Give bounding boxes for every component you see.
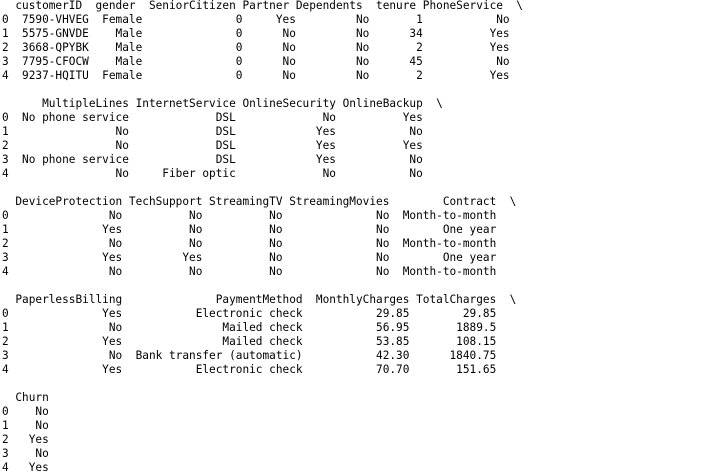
blank-line bbox=[2, 377, 530, 391]
output-line: MultipleLines InternetService OnlineSecurity OnlineBackup \ bbox=[2, 97, 443, 110]
output-line: 0 No phone service DSL No Yes bbox=[2, 111, 443, 124]
output-line: 4 No No No No Month-to-month bbox=[2, 265, 517, 278]
output-line: 1 5575-GNVDE Male 0 No No 34 Yes bbox=[2, 27, 530, 40]
output-line: DeviceProtection TechSupport StreamingTV StreamingMovies Contract \ bbox=[2, 195, 517, 208]
output-line: 1 No bbox=[2, 419, 49, 432]
output-line: 2 3668-QPYBK Male 0 No No 2 Yes bbox=[2, 41, 530, 54]
blank-line bbox=[2, 83, 530, 97]
output-line: 2 Yes bbox=[2, 433, 49, 446]
output-line: PaperlessBilling PaymentMethod MonthlyCharges TotalCharges \ bbox=[2, 293, 517, 306]
output-line: 2 No No No No Month-to-month bbox=[2, 237, 517, 250]
output-line: 1 No DSL Yes No bbox=[2, 125, 443, 138]
output-line: 4 Yes bbox=[2, 461, 49, 474]
output-line: customerID gender SeniorCitizen Partner Dependents tenure PhoneService \ bbox=[2, 0, 523, 12]
output-line: Churn bbox=[2, 391, 49, 404]
dataframe-output bbox=[2, 0, 530, 475]
output-line: 3 No phone service DSL Yes No bbox=[2, 153, 443, 166]
output-line: 3 No bbox=[2, 447, 49, 460]
output-line: 3 7795-CFOCW Male 0 No No 45 No bbox=[2, 55, 530, 68]
blank-line bbox=[2, 279, 530, 293]
output-line: 2 Yes Mailed check 53.85 108.15 bbox=[2, 335, 517, 348]
output-line: 1 Yes No No No One year bbox=[2, 223, 517, 236]
output-line: 4 9237-HQITU Female 0 No No 2 Yes bbox=[2, 69, 530, 82]
output-line: 1 No Mailed check 56.95 1889.5 bbox=[2, 321, 517, 334]
output-line: 2 No DSL Yes Yes bbox=[2, 139, 443, 152]
output-line: 4 Yes Electronic check 70.70 151.65 bbox=[2, 363, 517, 376]
output-line: 0 No bbox=[2, 405, 49, 418]
output-line: 3 Yes Yes No No One year bbox=[2, 251, 517, 264]
output-line: 0 Yes Electronic check 29.85 29.85 bbox=[2, 307, 517, 320]
blank-line bbox=[2, 181, 530, 195]
output-line: 4 No Fiber optic No No bbox=[2, 167, 443, 180]
output-line: 0 7590-VHVEG Female 0 Yes No 1 No bbox=[2, 13, 530, 26]
output-line: 0 No No No No Month-to-month bbox=[2, 209, 517, 222]
output-line: 3 No Bank transfer (automatic) 42.30 1840.75 bbox=[2, 349, 517, 362]
